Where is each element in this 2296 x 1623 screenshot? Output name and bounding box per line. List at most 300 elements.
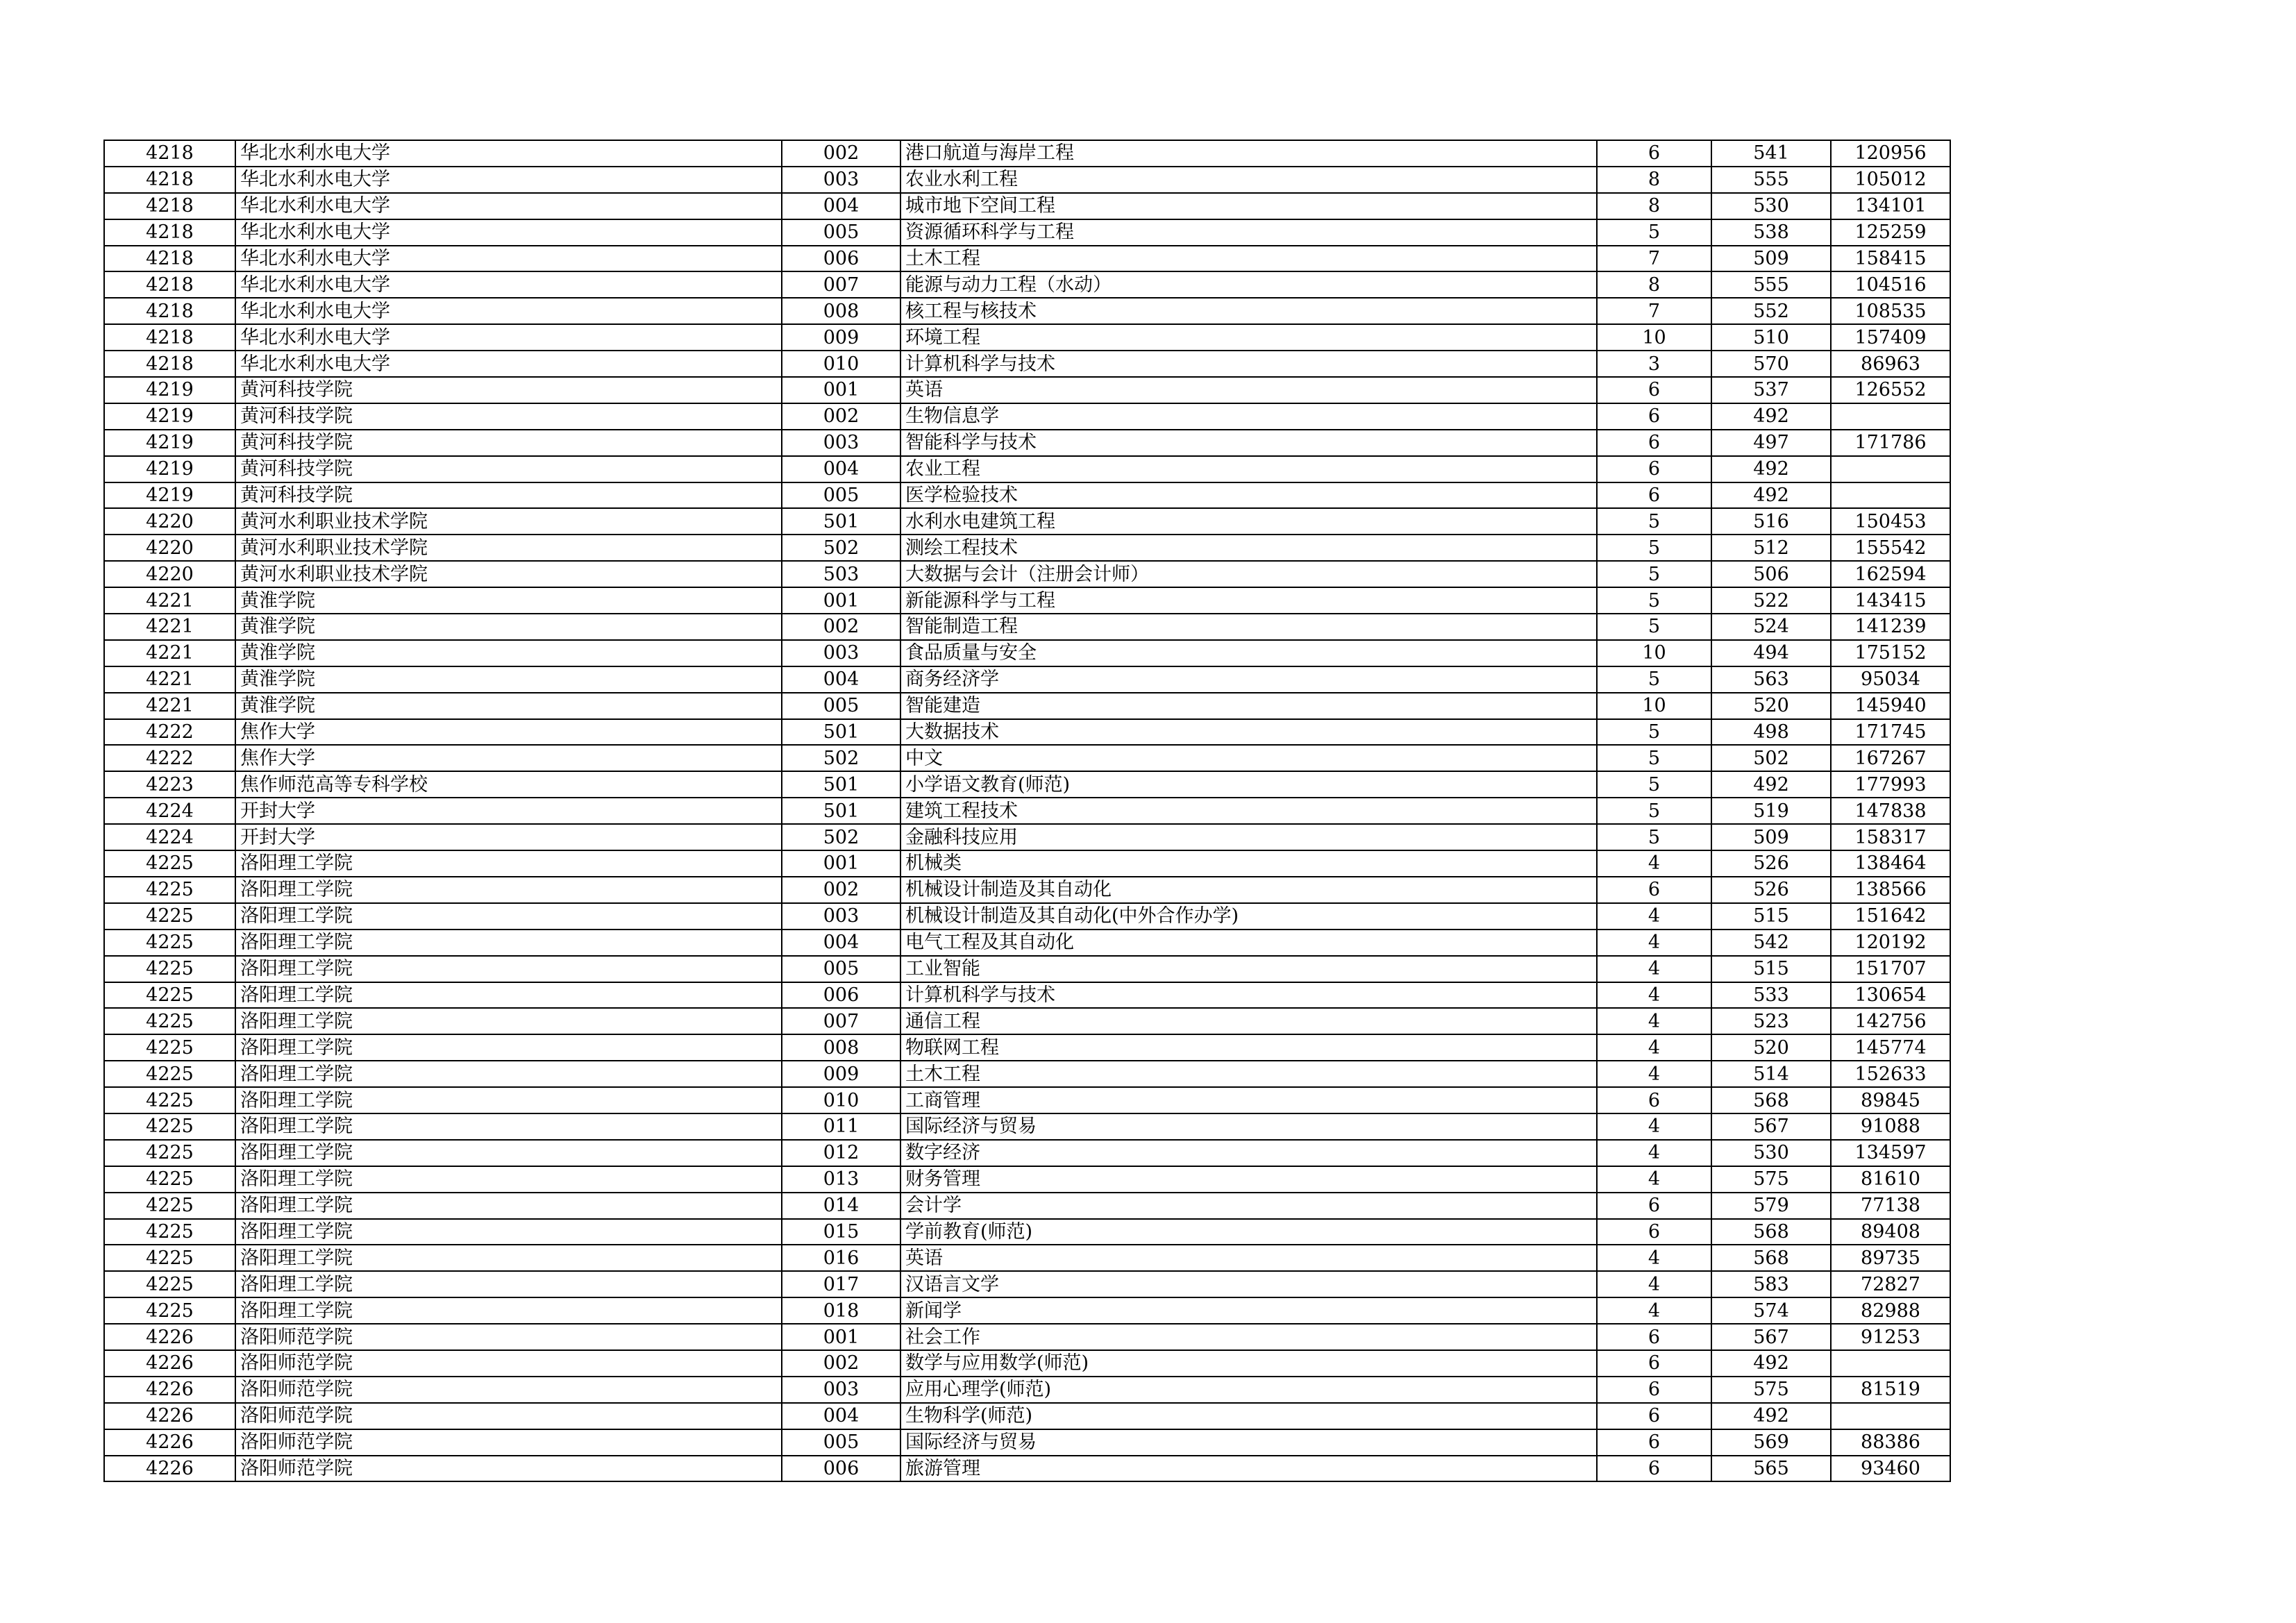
- min-score-cell: 575: [1711, 1377, 1831, 1403]
- min-rank-cell: 134101: [1831, 193, 1950, 219]
- school-code-cell: 4225: [104, 1008, 235, 1034]
- school-code-cell: 4221: [104, 666, 235, 693]
- min-rank-cell: 108535: [1831, 298, 1950, 324]
- school-name-cell: 洛阳理工学院: [235, 1297, 782, 1324]
- school-code-cell: 4225: [104, 1087, 235, 1113]
- plan-count-cell: 6: [1597, 1324, 1711, 1350]
- major-name-cell: 物联网工程: [900, 1034, 1597, 1061]
- plan-count-cell: 4: [1597, 1061, 1711, 1087]
- major-name-cell: 旅游管理: [900, 1456, 1597, 1482]
- school-code-cell: 4218: [104, 324, 235, 351]
- min-score-cell: 563: [1711, 666, 1831, 693]
- table-row: [104, 193, 1950, 219]
- table-row: [104, 1271, 1950, 1297]
- min-score-cell: 492: [1711, 482, 1831, 509]
- school-name-cell: 黄淮学院: [235, 693, 782, 719]
- min-score-cell: 555: [1711, 271, 1831, 298]
- min-rank-cell: 158415: [1831, 246, 1950, 272]
- min-score-cell: 555: [1711, 167, 1831, 193]
- plan-count-cell: 6: [1597, 403, 1711, 430]
- school-name-cell: 华北水利水电大学: [235, 193, 782, 219]
- school-name-cell: 洛阳理工学院: [235, 877, 782, 903]
- school-name-cell: 华北水利水电大学: [235, 298, 782, 324]
- min-rank-cell: 162594: [1831, 561, 1950, 587]
- min-rank-cell: 152633: [1831, 1061, 1950, 1087]
- plan-count-cell: 5: [1597, 719, 1711, 746]
- table-row: [104, 1113, 1950, 1140]
- major-code-cell: 503: [782, 561, 900, 587]
- table-row: [104, 351, 1950, 377]
- min-score-cell: 497: [1711, 430, 1831, 456]
- major-code-cell: 003: [782, 167, 900, 193]
- school-code-cell: 4226: [104, 1403, 235, 1429]
- min-score-cell: 492: [1711, 456, 1831, 482]
- major-code-cell: 004: [782, 1403, 900, 1429]
- major-code-cell: 501: [782, 798, 900, 824]
- table-row: [104, 1324, 1950, 1350]
- school-name-cell: 黄河科技学院: [235, 377, 782, 403]
- school-code-cell: 4219: [104, 430, 235, 456]
- min-score-cell: 567: [1711, 1324, 1831, 1350]
- school-code-cell: 4226: [104, 1456, 235, 1482]
- school-name-cell: 洛阳理工学院: [235, 1008, 782, 1034]
- major-name-cell: 机械设计制造及其自动化(中外合作办学): [900, 903, 1597, 930]
- min-rank-cell: 104516: [1831, 271, 1950, 298]
- min-rank-cell: 120192: [1831, 930, 1950, 956]
- major-name-cell: 水利水电建筑工程: [900, 508, 1597, 535]
- school-code-cell: 4218: [104, 167, 235, 193]
- school-code-cell: 4225: [104, 1061, 235, 1087]
- plan-count-cell: 7: [1597, 298, 1711, 324]
- table-row: [104, 666, 1950, 693]
- min-rank-cell: [1831, 403, 1950, 430]
- min-rank-cell: 82988: [1831, 1297, 1950, 1324]
- min-score-cell: 494: [1711, 640, 1831, 666]
- plan-count-cell: 4: [1597, 930, 1711, 956]
- major-code-cell: 004: [782, 930, 900, 956]
- min-rank-cell: 105012: [1831, 167, 1950, 193]
- major-code-cell: 003: [782, 903, 900, 930]
- school-name-cell: 焦作师范高等专科学校: [235, 771, 782, 798]
- major-name-cell: 学前教育(师范): [900, 1219, 1597, 1245]
- school-name-cell: 华北水利水电大学: [235, 219, 782, 246]
- major-code-cell: 005: [782, 693, 900, 719]
- table-row: [104, 1429, 1950, 1456]
- school-name-cell: 开封大学: [235, 824, 782, 850]
- school-name-cell: 洛阳理工学院: [235, 1219, 782, 1245]
- major-code-cell: 006: [782, 1456, 900, 1482]
- major-code-cell: 008: [782, 1034, 900, 1061]
- table-row: [104, 587, 1950, 614]
- school-code-cell: 4225: [104, 850, 235, 877]
- plan-count-cell: 7: [1597, 246, 1711, 272]
- min-rank-cell: 171786: [1831, 430, 1950, 456]
- major-code-cell: 002: [782, 1350, 900, 1377]
- table-row: [104, 1456, 1950, 1482]
- school-code-cell: 4218: [104, 140, 235, 167]
- major-name-cell: 机械设计制造及其自动化: [900, 877, 1597, 903]
- min-score-cell: 512: [1711, 535, 1831, 561]
- table-row: [104, 561, 1950, 587]
- min-rank-cell: [1831, 1403, 1950, 1429]
- school-code-cell: 4221: [104, 640, 235, 666]
- min-score-cell: 522: [1711, 587, 1831, 614]
- major-code-cell: 012: [782, 1140, 900, 1166]
- school-name-cell: 焦作大学: [235, 719, 782, 746]
- school-name-cell: 黄河水利职业技术学院: [235, 535, 782, 561]
- major-code-cell: 014: [782, 1193, 900, 1219]
- min-rank-cell: 77138: [1831, 1193, 1950, 1219]
- min-rank-cell: 151707: [1831, 956, 1950, 982]
- plan-count-cell: 5: [1597, 587, 1711, 614]
- school-name-cell: 洛阳师范学院: [235, 1429, 782, 1456]
- min-rank-cell: 175152: [1831, 640, 1950, 666]
- school-name-cell: 黄河水利职业技术学院: [235, 561, 782, 587]
- min-score-cell: 565: [1711, 1456, 1831, 1482]
- table-row: [104, 956, 1950, 982]
- plan-count-cell: 5: [1597, 824, 1711, 850]
- plan-count-cell: 4: [1597, 1140, 1711, 1166]
- min-rank-cell: 177993: [1831, 771, 1950, 798]
- major-code-cell: 003: [782, 1377, 900, 1403]
- major-name-cell: 大数据与会计（注册会计师）: [900, 561, 1597, 587]
- plan-count-cell: 5: [1597, 535, 1711, 561]
- major-name-cell: 工商管理: [900, 1087, 1597, 1113]
- plan-count-cell: 10: [1597, 324, 1711, 351]
- min-score-cell: 506: [1711, 561, 1831, 587]
- table-row: [104, 1061, 1950, 1087]
- table-row: [104, 850, 1950, 877]
- plan-count-cell: 4: [1597, 1297, 1711, 1324]
- major-name-cell: 能源与动力工程（水动）: [900, 271, 1597, 298]
- plan-count-cell: 4: [1597, 982, 1711, 1009]
- min-rank-cell: 81519: [1831, 1377, 1950, 1403]
- min-rank-cell: 130654: [1831, 982, 1950, 1009]
- school-code-cell: 4218: [104, 193, 235, 219]
- min-score-cell: 541: [1711, 140, 1831, 167]
- school-code-cell: 4225: [104, 1245, 235, 1271]
- plan-count-cell: 10: [1597, 693, 1711, 719]
- major-name-cell: 生物科学(师范): [900, 1403, 1597, 1429]
- major-code-cell: 009: [782, 324, 900, 351]
- min-rank-cell: 138566: [1831, 877, 1950, 903]
- major-code-cell: 502: [782, 824, 900, 850]
- min-rank-cell: 120956: [1831, 140, 1950, 167]
- table-row: [104, 1219, 1950, 1245]
- major-code-cell: 001: [782, 850, 900, 877]
- school-code-cell: 4225: [104, 1034, 235, 1061]
- min-score-cell: 574: [1711, 1297, 1831, 1324]
- min-rank-cell: 125259: [1831, 219, 1950, 246]
- min-score-cell: 515: [1711, 956, 1831, 982]
- table-row: [104, 771, 1950, 798]
- plan-count-cell: 4: [1597, 1034, 1711, 1061]
- school-code-cell: 4226: [104, 1429, 235, 1456]
- major-name-cell: 社会工作: [900, 1324, 1597, 1350]
- min-score-cell: 510: [1711, 324, 1831, 351]
- major-name-cell: 金融科技应用: [900, 824, 1597, 850]
- min-score-cell: 520: [1711, 1034, 1831, 1061]
- school-code-cell: 4219: [104, 456, 235, 482]
- table-row: [104, 930, 1950, 956]
- min-score-cell: 569: [1711, 1429, 1831, 1456]
- school-name-cell: 黄淮学院: [235, 666, 782, 693]
- school-code-cell: 4219: [104, 377, 235, 403]
- plan-count-cell: 4: [1597, 1166, 1711, 1193]
- plan-count-cell: 6: [1597, 377, 1711, 403]
- major-code-cell: 002: [782, 140, 900, 167]
- min-score-cell: 526: [1711, 850, 1831, 877]
- school-code-cell: 4225: [104, 1166, 235, 1193]
- major-name-cell: 生物信息学: [900, 403, 1597, 430]
- school-code-cell: 4225: [104, 1271, 235, 1297]
- school-name-cell: 黄淮学院: [235, 640, 782, 666]
- school-code-cell: 4226: [104, 1377, 235, 1403]
- school-name-cell: 洛阳师范学院: [235, 1403, 782, 1429]
- min-rank-cell: 145774: [1831, 1034, 1950, 1061]
- min-score-cell: 579: [1711, 1193, 1831, 1219]
- table-row: [104, 1377, 1950, 1403]
- major-name-cell: 智能科学与技术: [900, 430, 1597, 456]
- table-row: [104, 1140, 1950, 1166]
- major-name-cell: 小学语文教育(师范): [900, 771, 1597, 798]
- admission-table: [103, 140, 1951, 1482]
- school-code-cell: 4221: [104, 693, 235, 719]
- table-row: [104, 271, 1950, 298]
- school-name-cell: 黄河水利职业技术学院: [235, 508, 782, 535]
- table-row: [104, 1008, 1950, 1034]
- min-score-cell: 526: [1711, 877, 1831, 903]
- min-rank-cell: 143415: [1831, 587, 1950, 614]
- table-row: [104, 1297, 1950, 1324]
- min-rank-cell: 155542: [1831, 535, 1950, 561]
- school-name-cell: 华北水利水电大学: [235, 324, 782, 351]
- school-code-cell: 4219: [104, 403, 235, 430]
- major-code-cell: 006: [782, 246, 900, 272]
- major-name-cell: 财务管理: [900, 1166, 1597, 1193]
- major-name-cell: 英语: [900, 1245, 1597, 1271]
- min-rank-cell: 86963: [1831, 351, 1950, 377]
- school-code-cell: 4222: [104, 719, 235, 746]
- min-rank-cell: 91253: [1831, 1324, 1950, 1350]
- plan-count-cell: 6: [1597, 456, 1711, 482]
- school-name-cell: 华北水利水电大学: [235, 167, 782, 193]
- min-rank-cell: 126552: [1831, 377, 1950, 403]
- table-row: [104, 167, 1950, 193]
- min-score-cell: 530: [1711, 1140, 1831, 1166]
- min-rank-cell: [1831, 482, 1950, 509]
- table-row: [104, 719, 1950, 746]
- plan-count-cell: 4: [1597, 1245, 1711, 1271]
- major-code-cell: 501: [782, 719, 900, 746]
- school-code-cell: 4225: [104, 1140, 235, 1166]
- min-score-cell: 542: [1711, 930, 1831, 956]
- min-score-cell: 575: [1711, 1166, 1831, 1193]
- major-code-cell: 017: [782, 1271, 900, 1297]
- school-name-cell: 黄河科技学院: [235, 430, 782, 456]
- school-name-cell: 洛阳理工学院: [235, 1166, 782, 1193]
- school-name-cell: 洛阳理工学院: [235, 1061, 782, 1087]
- major-name-cell: 城市地下空间工程: [900, 193, 1597, 219]
- table-row: [104, 903, 1950, 930]
- major-code-cell: 001: [782, 587, 900, 614]
- min-score-cell: 570: [1711, 351, 1831, 377]
- table-row: [104, 430, 1950, 456]
- school-name-cell: 洛阳理工学院: [235, 982, 782, 1009]
- min-score-cell: 502: [1711, 745, 1831, 771]
- table-row: [104, 508, 1950, 535]
- plan-count-cell: 6: [1597, 1193, 1711, 1219]
- major-code-cell: 004: [782, 193, 900, 219]
- school-code-cell: 4221: [104, 587, 235, 614]
- major-name-cell: 中文: [900, 745, 1597, 771]
- table-row: [104, 745, 1950, 771]
- min-score-cell: 568: [1711, 1087, 1831, 1113]
- table-row: [104, 614, 1950, 640]
- major-code-cell: 501: [782, 771, 900, 798]
- major-name-cell: 国际经济与贸易: [900, 1429, 1597, 1456]
- school-code-cell: 4225: [104, 1113, 235, 1140]
- major-code-cell: 001: [782, 377, 900, 403]
- major-code-cell: 010: [782, 1087, 900, 1113]
- major-code-cell: 002: [782, 614, 900, 640]
- major-name-cell: 农业工程: [900, 456, 1597, 482]
- table-row: [104, 640, 1950, 666]
- major-code-cell: 013: [782, 1166, 900, 1193]
- min-rank-cell: 93460: [1831, 1456, 1950, 1482]
- min-rank-cell: 151642: [1831, 903, 1950, 930]
- plan-count-cell: 4: [1597, 1113, 1711, 1140]
- min-rank-cell: [1831, 456, 1950, 482]
- min-score-cell: 514: [1711, 1061, 1831, 1087]
- min-rank-cell: 167267: [1831, 745, 1950, 771]
- major-code-cell: 016: [782, 1245, 900, 1271]
- min-rank-cell: 89735: [1831, 1245, 1950, 1271]
- min-score-cell: 533: [1711, 982, 1831, 1009]
- plan-count-cell: 6: [1597, 140, 1711, 167]
- min-score-cell: 509: [1711, 246, 1831, 272]
- school-name-cell: 洛阳理工学院: [235, 1245, 782, 1271]
- major-name-cell: 食品质量与安全: [900, 640, 1597, 666]
- min-score-cell: 520: [1711, 693, 1831, 719]
- major-name-cell: 计算机科学与技术: [900, 351, 1597, 377]
- plan-count-cell: 5: [1597, 614, 1711, 640]
- min-score-cell: 492: [1711, 1350, 1831, 1377]
- major-name-cell: 智能建造: [900, 693, 1597, 719]
- school-name-cell: 洛阳师范学院: [235, 1324, 782, 1350]
- min-score-cell: 515: [1711, 903, 1831, 930]
- major-code-cell: 018: [782, 1297, 900, 1324]
- table-row: [104, 1193, 1950, 1219]
- major-code-cell: 015: [782, 1219, 900, 1245]
- major-code-cell: 007: [782, 1008, 900, 1034]
- school-name-cell: 黄淮学院: [235, 614, 782, 640]
- school-code-cell: 4221: [104, 614, 235, 640]
- min-score-cell: 552: [1711, 298, 1831, 324]
- school-name-cell: 洛阳理工学院: [235, 1034, 782, 1061]
- min-rank-cell: 147838: [1831, 798, 1950, 824]
- major-name-cell: 智能制造工程: [900, 614, 1597, 640]
- school-name-cell: 洛阳理工学院: [235, 1193, 782, 1219]
- min-score-cell: 492: [1711, 771, 1831, 798]
- plan-count-cell: 8: [1597, 167, 1711, 193]
- min-score-cell: 583: [1711, 1271, 1831, 1297]
- plan-count-cell: 6: [1597, 877, 1711, 903]
- plan-count-cell: 6: [1597, 1456, 1711, 1482]
- table-row: [104, 693, 1950, 719]
- school-name-cell: 洛阳理工学院: [235, 1140, 782, 1166]
- school-name-cell: 华北水利水电大学: [235, 271, 782, 298]
- school-code-cell: 4220: [104, 561, 235, 587]
- school-code-cell: 4225: [104, 1193, 235, 1219]
- min-rank-cell: 81610: [1831, 1166, 1950, 1193]
- min-score-cell: 492: [1711, 1403, 1831, 1429]
- school-name-cell: 黄河科技学院: [235, 403, 782, 430]
- major-name-cell: 资源循环科学与工程: [900, 219, 1597, 246]
- school-name-cell: 黄淮学院: [235, 587, 782, 614]
- school-name-cell: 洛阳师范学院: [235, 1456, 782, 1482]
- major-name-cell: 建筑工程技术: [900, 798, 1597, 824]
- major-code-cell: 010: [782, 351, 900, 377]
- min-score-cell: 516: [1711, 508, 1831, 535]
- plan-count-cell: 5: [1597, 219, 1711, 246]
- school-name-cell: 洛阳师范学院: [235, 1377, 782, 1403]
- major-code-cell: 002: [782, 403, 900, 430]
- min-score-cell: 523: [1711, 1008, 1831, 1034]
- school-code-cell: 4218: [104, 298, 235, 324]
- table-row: [104, 298, 1950, 324]
- major-name-cell: 数学与应用数学(师范): [900, 1350, 1597, 1377]
- major-name-cell: 商务经济学: [900, 666, 1597, 693]
- table-row: [104, 219, 1950, 246]
- plan-count-cell: 5: [1597, 798, 1711, 824]
- school-code-cell: 4222: [104, 745, 235, 771]
- major-name-cell: 工业智能: [900, 956, 1597, 982]
- table-row: [104, 877, 1950, 903]
- major-name-cell: 汉语言文学: [900, 1271, 1597, 1297]
- major-name-cell: 新闻学: [900, 1297, 1597, 1324]
- min-score-cell: 498: [1711, 719, 1831, 746]
- min-rank-cell: 89845: [1831, 1087, 1950, 1113]
- min-score-cell: 492: [1711, 403, 1831, 430]
- min-rank-cell: 89408: [1831, 1219, 1950, 1245]
- plan-count-cell: 3: [1597, 351, 1711, 377]
- plan-count-cell: 6: [1597, 1219, 1711, 1245]
- major-code-cell: 004: [782, 456, 900, 482]
- table-row: [104, 482, 1950, 509]
- major-name-cell: 电气工程及其自动化: [900, 930, 1597, 956]
- major-code-cell: 005: [782, 956, 900, 982]
- major-code-cell: 006: [782, 982, 900, 1009]
- school-code-cell: 4218: [104, 351, 235, 377]
- table-row: [104, 324, 1950, 351]
- major-name-cell: 会计学: [900, 1193, 1597, 1219]
- school-code-cell: 4225: [104, 956, 235, 982]
- plan-count-cell: 6: [1597, 1403, 1711, 1429]
- min-rank-cell: 88386: [1831, 1429, 1950, 1456]
- min-rank-cell: [1831, 1350, 1950, 1377]
- major-code-cell: 005: [782, 1429, 900, 1456]
- major-code-cell: 009: [782, 1061, 900, 1087]
- table-row: [104, 1166, 1950, 1193]
- plan-count-cell: 4: [1597, 956, 1711, 982]
- school-code-cell: 4225: [104, 903, 235, 930]
- min-rank-cell: 138464: [1831, 850, 1950, 877]
- major-code-cell: 011: [782, 1113, 900, 1140]
- table-row: [104, 1087, 1950, 1113]
- min-score-cell: 538: [1711, 219, 1831, 246]
- table-row: [104, 1403, 1950, 1429]
